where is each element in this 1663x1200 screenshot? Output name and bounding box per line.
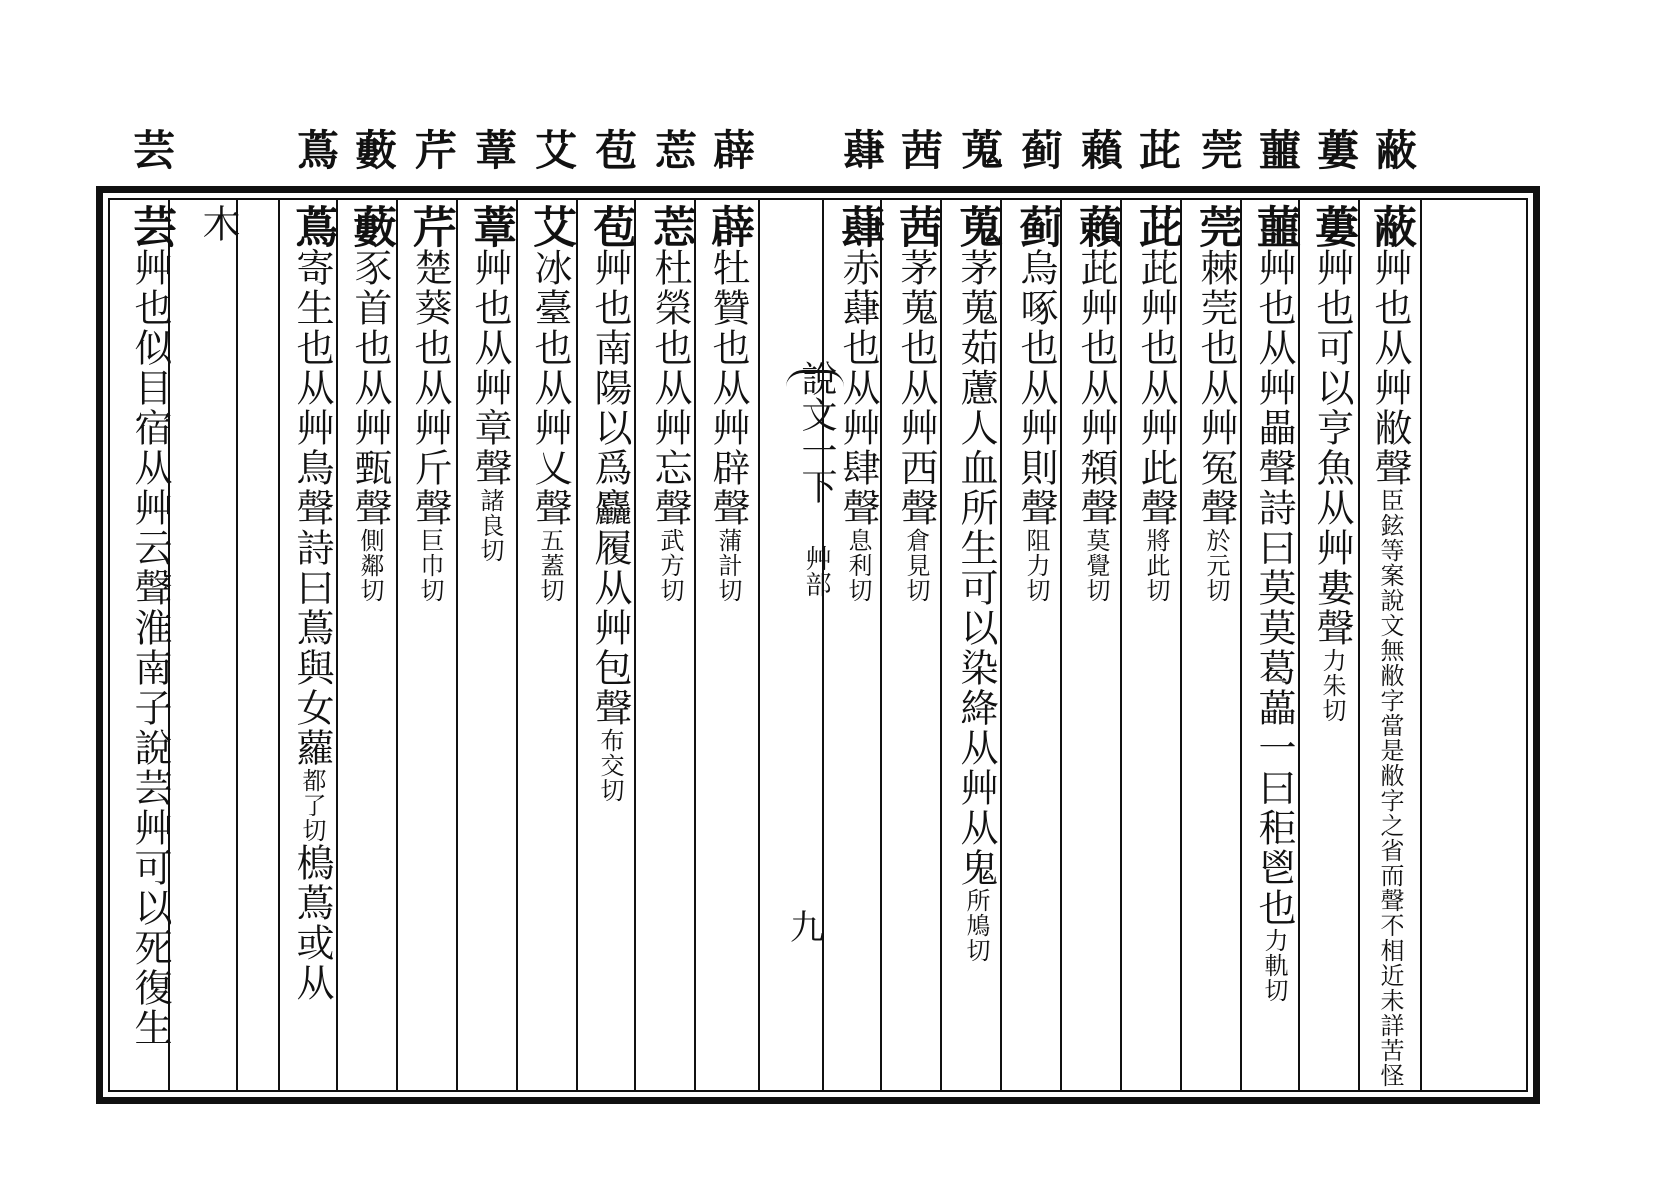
entry-text: 棘莞也从艸冤聲 (1194, 248, 1238, 528)
seal-glyph: 艾 (525, 204, 576, 248)
annotation-note: 側鄰切 (356, 528, 384, 603)
entry-column (522, 204, 578, 1088)
seal-glyph: 藪 (345, 204, 396, 248)
entry-column (948, 204, 1004, 1088)
seal-glyph: 蕼 (833, 204, 884, 248)
seal-glyph: 茈 (1131, 204, 1182, 248)
headword: 蔞 (1311, 128, 1360, 170)
annotation-note: 所鳩切 (962, 888, 990, 963)
entry-text: 茈艸也从艸此聲 (1134, 248, 1178, 528)
entry-column (582, 204, 638, 1088)
annotation-note: 阻力切 (1022, 528, 1050, 603)
seal-glyph: 蘁 (1249, 204, 1300, 248)
seal-glyph: 茜 (891, 204, 942, 248)
headword: 芹 (409, 128, 458, 170)
entry-text: 艸也从艸畾聲詩曰莫莫葛藟一曰秬鬯也 (1252, 248, 1296, 928)
entry-column (642, 204, 698, 1088)
entry-column (1246, 204, 1302, 1088)
center-title (786, 360, 846, 1080)
annotation-note: 都了切 (298, 768, 326, 843)
entry-text: 艸也似目宿从艸云聲淮南子說芸艸可以死復生 (128, 248, 172, 1048)
entry-column (1304, 204, 1360, 1088)
headword: 艾 (529, 128, 578, 170)
annotation-note: 力朱切 (1318, 648, 1346, 723)
entry-text: 烏啄也从艸則聲 (1014, 248, 1058, 528)
seal-glyph: 芹 (405, 204, 456, 248)
entry-text: 茅蒐茹藘人血所生可以染絳从艸从鬼 (954, 248, 998, 888)
entry-column (402, 204, 458, 1088)
entry-text: 茈艸也从艸頮聲 (1074, 248, 1118, 528)
seal-glyph: 莞 (1191, 204, 1242, 248)
entry-column (888, 204, 944, 1088)
headword: 藪 (349, 128, 398, 170)
headword: 莞 (1195, 128, 1244, 170)
annotation-note: 倉見切 (902, 528, 930, 603)
entry-text: 艸也从艸敝聲 (1368, 248, 1412, 488)
headword: 蒐 (955, 128, 1004, 170)
entry-column (190, 204, 246, 1088)
entry-text: 杜榮也从艸忘聲 (648, 248, 692, 528)
annotation-note: 五蓋切 (536, 528, 564, 603)
annotation-note: 莫覺切 (1082, 528, 1110, 603)
headword: 芸 (127, 128, 176, 170)
entry-column (122, 204, 178, 1088)
entry-column (1008, 204, 1064, 1088)
headword: 蓟 (1015, 128, 1064, 170)
column-rule (758, 198, 760, 1092)
seal-glyph: 蔞 (1307, 204, 1358, 248)
headword: 薜 (707, 128, 756, 170)
annotation-note: 諸良切 (476, 488, 504, 563)
seal-glyph: 蒐 (951, 204, 1002, 248)
seal-glyph: 薜 (703, 204, 754, 248)
headword: 蔁 (469, 128, 518, 170)
annotation-note: 力軌切 (1260, 928, 1288, 1003)
entry-column (342, 204, 398, 1088)
seal-glyph: 苞 (585, 204, 636, 248)
section-name: 艸部 (801, 545, 831, 597)
headword: 茜 (895, 128, 944, 170)
entry-text: 豕首也从艸甄聲 (348, 248, 392, 528)
seal-glyph: 蓟 (1011, 204, 1062, 248)
entry-column (700, 204, 756, 1088)
headword: 蕼 (837, 128, 886, 170)
annotation-note: 臣鉉等案說文無敝字當是敝字之省而聲不相近未詳苦怪 (1376, 488, 1404, 1088)
annotation-note: 巨巾切 (416, 528, 444, 603)
seal-glyph: 莣 (645, 204, 696, 248)
entry-text: 艸也从艸章聲 (468, 248, 512, 488)
variant-form: 樢蔦或从 (290, 843, 334, 1003)
headword: 蘁 (1253, 128, 1302, 170)
seal-glyph: 蔁 (465, 204, 516, 248)
seal-glyph: 蔦 (287, 204, 338, 248)
annotation-note: 於元切 (1202, 528, 1230, 603)
book-title: 說文一下 (796, 360, 837, 504)
entry-column (462, 204, 518, 1088)
annotation-note: 蒲計切 (714, 528, 742, 603)
annotation-note: 布交切 (596, 728, 624, 803)
headword: 莣 (649, 128, 698, 170)
seal-glyph: 芸 (125, 204, 176, 248)
seal-glyph: 藾 (1071, 204, 1122, 248)
annotation-note: 將此切 (1142, 528, 1170, 603)
entry-text: 艸也可以亨魚从艸婁聲 (1310, 248, 1354, 648)
entry-column (1128, 204, 1184, 1088)
entry-text: 茅蒐也从艸西聲 (894, 248, 938, 528)
column-rule (1420, 198, 1422, 1092)
entry-column (1068, 204, 1124, 1088)
page-number: 九 (790, 908, 824, 948)
entry-text: 赤蕼也从艸肆聲 (836, 248, 880, 528)
seal-glyph: 蔽 (1365, 204, 1416, 248)
entry-column (1188, 204, 1244, 1088)
entry-text: 艸也南陽以爲麤履从艸包聲 (588, 248, 632, 728)
entry-text: 木 (196, 204, 240, 244)
entry-column (1362, 204, 1418, 1088)
annotation-note: 息利切 (844, 528, 872, 603)
headword: 茈 (1133, 128, 1182, 170)
headword: 蔽 (1369, 128, 1418, 170)
entry-text: 楚葵也从艸斤聲 (408, 248, 452, 528)
entry-column (284, 204, 340, 1088)
entry-text: 牡贊也从艸辟聲 (706, 248, 750, 528)
entry-text: 寄生也从艸鳥聲詩曰蔦與女蘿 (290, 248, 334, 768)
headword: 苞 (589, 128, 638, 170)
entry-text: 冰臺也从艸乂聲 (528, 248, 572, 528)
headword: 藾 (1075, 128, 1124, 170)
annotation-note: 武方切 (656, 528, 684, 603)
headword: 蔦 (291, 128, 340, 170)
column-rule (278, 198, 280, 1092)
